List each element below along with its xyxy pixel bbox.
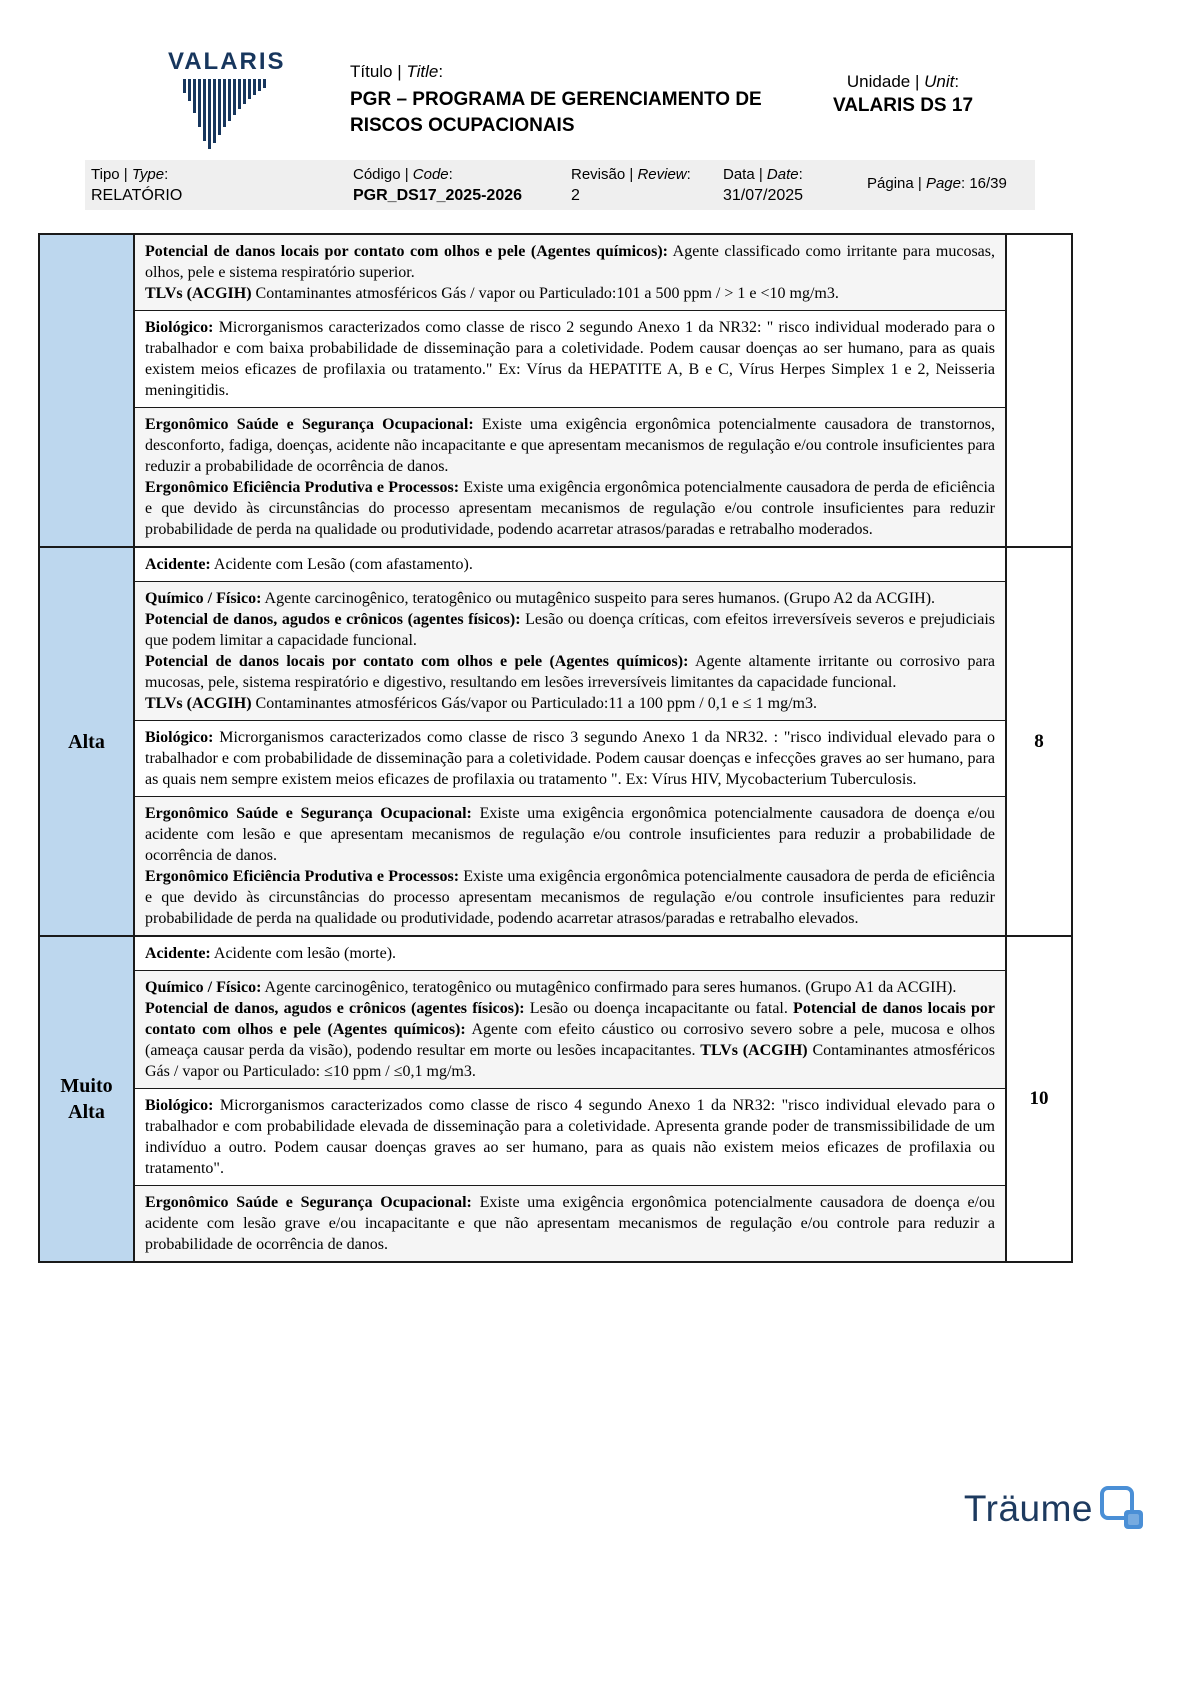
meta-date-label: Data | Date: — [723, 166, 803, 183]
valaris-logo-bars-icon — [168, 79, 280, 151]
severity-category-label: Muito Alta — [60, 1075, 113, 1123]
unit-value: VALARIS DS 17 — [832, 95, 974, 116]
risk-row — [40, 935, 1071, 1261]
meta-revision — [571, 166, 691, 205]
meta-code-label: Código | Code: — [353, 166, 453, 183]
meta-type-label: Tipo | Type: — [91, 166, 169, 183]
risk-row — [40, 546, 1071, 935]
severity-category-label: Alta — [68, 730, 105, 753]
title-label-italic: Title — [406, 62, 439, 81]
risk-row — [40, 235, 1071, 546]
unit-label — [798, 72, 1008, 92]
criteria-cell — [135, 407, 1005, 546]
criteria-cell — [135, 1185, 1005, 1261]
unit-label-italic: Unit — [924, 72, 955, 91]
meta-date-value: 31/07/2025 — [723, 187, 804, 204]
document-title-line2: RISCOS OCUPACIONAIS — [350, 114, 575, 136]
criteria-paragraph: Ergonômico Eficiência Produtiva e Processos: Existe uma exigência ergonômica potencialmente causadora de perda de eficiência e que devido às circunstâncias do processo apresentam mecanismos de regulação e/ou controle insuficientes para reduzir probabilidade de perda na qualidade ou produtividade, podendo acarretar atrasos/paradas e retrabalho elevados. — [145, 868, 996, 927]
unit-label-colon: : — [954, 72, 960, 91]
meta-revision-label: Revisão | Review: — [571, 166, 691, 183]
criteria-cell — [135, 796, 1005, 935]
unit-block — [798, 72, 1008, 117]
valaris-logo-text: VALARIS — [168, 48, 286, 75]
criteria-cell — [135, 1088, 1005, 1185]
severity-category-cell — [40, 548, 135, 935]
meta-date — [723, 166, 803, 205]
criteria-cell — [135, 235, 1005, 310]
criteria-cell — [135, 937, 1005, 970]
traeume-logo-text: Träume — [963, 1488, 1093, 1529]
criteria-paragraph: Potencial de danos, agudos e crônicos (agentes físicos): Lesão ou doença incapacitante ou fatal. Potencial de danos locais por contato com olhos e pele (Agentes químicos): Agente com efeito cáustico ou corrosivo severo sobre a pele, mucosa e olhos (ameaça causar perda da visão), podendo resultar em morte ou lesões incapacitantes. TLVs (ACGIH) Contaminantes atmosféricos Gás / vapor ou Particulado: ≤10 ppm / ≤0,1 mg/m3. — [145, 1000, 996, 1080]
criteria-paragraph: Ergonômico Eficiência Produtiva e Processos: Existe uma exigência ergonômica potencialmente causadora de perda de eficiência e que devido às circunstâncias do processo apresentam mecanismos de regulação e/ou controle insuficientes para reduzir probabilidade de perda na qualidade ou produtividade, podendo acarretar atrasos/paradas e retrabalho moderados. — [145, 479, 996, 538]
meta-revision-value: 2 — [571, 187, 580, 204]
criteria-cell — [135, 720, 1005, 796]
criteria-paragraph: Acidente: Acidente com Lesão (com afastamento). — [145, 556, 473, 573]
criteria-paragraph: Biológico: Microrganismos caracterizados como classe de risco 4 segundo Anexo 1 da NR32: "risco individual elevado para o trabalhador e com probabilidade elevada de disseminação para a coletividade. Apresenta grande poder de transmissibilidade de um indivíduo a outro. Podem causar doenças graves ao ser humano, para as quais não existem meios eficazes de profilaxia ou tratamento". — [145, 1097, 995, 1177]
criteria-paragraph: Químico / Físico: Agente carcinogênico, teratogênico ou mutagênico confirmado para seres humanos. (Grupo A1 da ACGIH). — [145, 979, 957, 996]
document-title-line1: PGR – PROGRAMA DE GERENCIAMENTO DE — [350, 89, 762, 110]
unit-label-prefix: Unidade | — [846, 72, 925, 91]
title-label-prefix: Título | — [350, 62, 407, 81]
criteria-cell — [135, 581, 1005, 720]
meta-type — [91, 166, 182, 205]
severity-category-cell — [40, 235, 135, 546]
meta-page — [867, 175, 1007, 192]
title-label — [350, 62, 762, 82]
score-cell — [1005, 235, 1071, 546]
meta-code-value: PGR_DS17_2025-2026 — [353, 187, 523, 204]
criteria-paragraph: Potencial de danos, agudos e crônicos (agentes físicos): Lesão ou doença críticas, com efeitos irreversíveis severos e prejudiciais que podem limitar a capacidade funcional. — [145, 611, 996, 649]
severity-category-label — [85, 389, 89, 393]
title-block — [350, 62, 762, 138]
criteria-paragraph: Biológico: Microrganismos caracterizados como classe de risco 2 segundo Anexo 1 da NR32: " risco individual moderado para o trabalhador e com baixa probabilidade de disseminação para a coletividade. Podem causar doenças ao ser humano, para as quais existem meios eficazes de profilaxia ou tratamento." Ex: Vírus da HEPATITE A, B e C, Vírus Herpes Simplex 1 e 2, Neisseria meningitidis. — [145, 319, 995, 399]
criteria-paragraph: Ergonômico Saúde e Segurança Ocupacional: Existe uma exigência ergonômica potencialmente causadora de doença e/ou acidente com lesão e que apresentam mecanismos de regulação e/ou controle insuficientes para reduzir a probabilidade de ocorrência de danos. — [145, 805, 995, 864]
meta-page-label: Página | Page: 16/39 — [867, 175, 1007, 192]
meta-type-value: RELATÓRIO — [91, 187, 183, 204]
valaris-logo — [168, 48, 286, 151]
criteria-paragraph: Potencial de danos locais por contato com olhos e pele (Agentes químicos): Agente classificado como irritante para mucosas, olhos, pele e sistema respiratório superior. — [145, 243, 995, 281]
criteria-paragraph: TLVs (ACGIH) Contaminantes atmosféricos Gás/vapor ou Particulado:11 a 100 ppm / 0,1 e ≤ 1 mg/m3. — [145, 695, 817, 712]
criteria-cell — [135, 548, 1005, 581]
score-cell: 10 — [1005, 937, 1071, 1261]
criteria-paragraph: TLVs (ACGIH) Contaminantes atmosféricos Gás / vapor ou Particulado:101 a 500 ppm / > 1 e <10 mg/m3. — [145, 285, 839, 302]
criteria-paragraph: Químico / Físico: Agente carcinogênico, teratogênico ou mutagênico suspeito para seres humanos. (Grupo A2 da ACGIH). — [145, 590, 936, 607]
criteria-paragraph: Ergonômico Saúde e Segurança Ocupacional: Existe uma exigência ergonômica potencialmente causadora de transtornos, desconforto, fadiga, doenças, acidente não incapacitante e que apresentam mecanismos de regulação e/ou controle insuficientes para reduzir a probabilidade de ocorrência de danos. — [145, 416, 995, 475]
criteria-paragraph: Acidente: Acidente com lesão (morte). — [145, 945, 397, 962]
title-label-colon: : — [438, 62, 444, 81]
meta-band — [85, 160, 1035, 210]
risk-table — [38, 233, 1073, 1263]
document-title — [350, 87, 762, 138]
traeume-logo-icon — [1097, 1483, 1149, 1535]
meta-code — [353, 166, 522, 205]
criteria-paragraph: Potencial de danos locais por contato com olhos e pele (Agentes químicos): Agente altamente irritante ou corrosivo para mucosas, pele, sistema respiratório e digestivo, resultando em lesões irreversíveis limitantes da capacidade funcional. — [145, 653, 996, 691]
criteria-paragraph: Biológico: Microrganismos caracterizados como classe de risco 3 segundo Anexo 1 da NR32. : "risco individual elevado para o trabalhador e com probabilidade de disseminação para a coletividade. Podem causar doenças e infecções graves ao ser humano, para as quais nem sempre existem meios eficazes de profilaxia ou tratamento ". Ex: Vírus HIV, Mycobacterium Tuberculosis. — [145, 729, 995, 788]
criteria-cell — [135, 970, 1005, 1088]
severity-category-cell — [40, 937, 135, 1261]
criteria-cell — [135, 310, 1005, 407]
score-cell: 8 — [1005, 548, 1071, 935]
criteria-paragraph: Ergonômico Saúde e Segurança Ocupacional: Existe uma exigência ergonômica potencialmente causadora de doença e/ou acidente com lesão grave e/ou incapacitante e que não apresentam mecanismos de regulação e/ou controle para reduzir a probabilidade de ocorrência de danos. — [145, 1194, 995, 1253]
traeume-logo — [964, 1483, 1149, 1535]
